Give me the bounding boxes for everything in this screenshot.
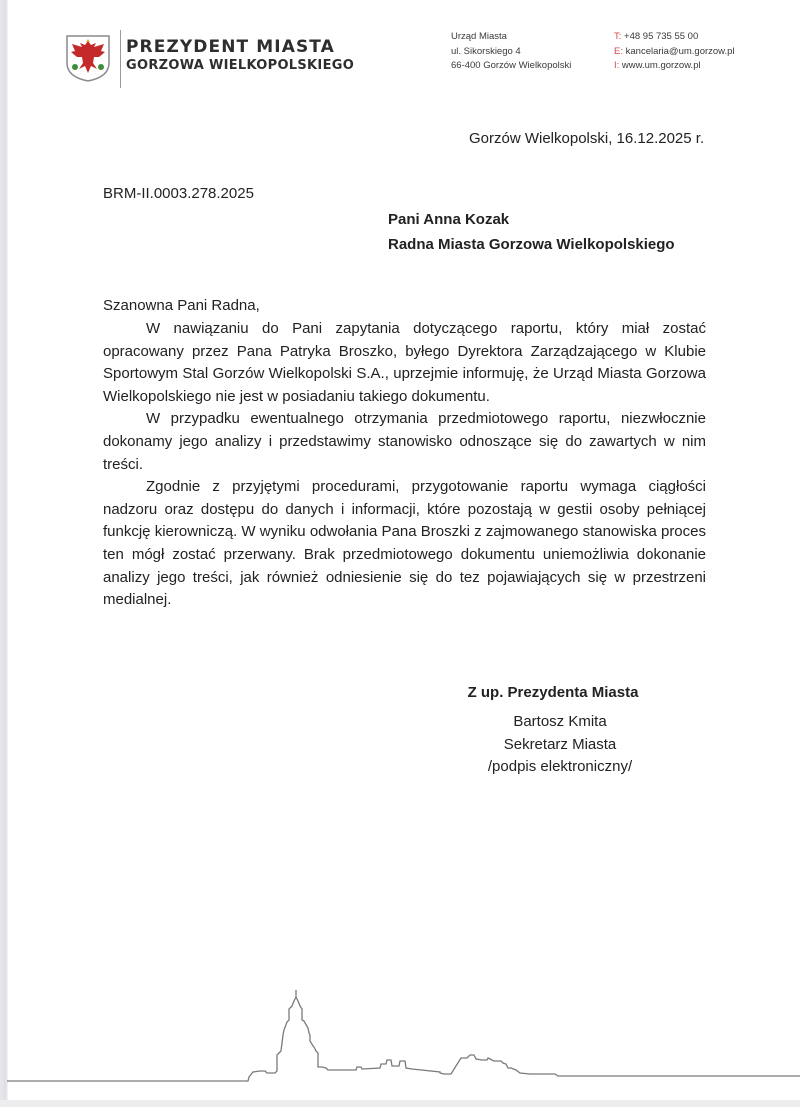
letter-date: Gorzów Wielkopolski, 16.12.2025 r. <box>469 130 705 147</box>
phone-value: +48 95 735 55 00 <box>621 31 699 42</box>
signature-block <box>445 684 675 779</box>
letter-body <box>103 318 706 612</box>
web-value: www.um.gorzow.pl <box>619 60 701 71</box>
clover-left-icon <box>72 64 78 70</box>
brand-title <box>126 37 354 74</box>
recipient-title: Radna Miasta Gorzowa Wielkopolskiego <box>388 236 675 253</box>
brand-line-2: GORZOWA WIELKOPOLSKIEGO <box>126 58 355 73</box>
recipient-name: Pani Anna Kozak <box>388 211 510 228</box>
web-label: I: <box>614 60 620 71</box>
recipient <box>388 207 675 257</box>
contact-email <box>614 45 735 60</box>
signatory-role: Sekretarz Miasta <box>503 735 617 753</box>
contact-phone <box>614 30 735 45</box>
signature-heading: Z up. Prezydenta Miasta <box>467 684 639 701</box>
body-paragraph: W przypadku ewentualnego otrzymania przedmiotowego raportu, niezwłocznie dokonamy jego analizy i przedstawimy stanowisko odnoszące się do zawartych w nim treści. <box>103 410 706 473</box>
brand-line-1: PREZYDENT MIASTA <box>126 37 335 57</box>
coat-of-arms-logo <box>64 33 112 83</box>
signature-note: /podpis elektroniczny/ <box>487 758 633 775</box>
logo-divider <box>120 30 121 88</box>
clover-right-icon <box>98 64 104 70</box>
city-skyline-graphic <box>0 975 800 1095</box>
address-line: ul. Sikorskiego 4 <box>451 45 521 57</box>
contact-web <box>614 59 735 74</box>
phone-label: T: <box>614 31 622 42</box>
office-address <box>451 30 571 74</box>
address-line: Urząd Miasta <box>451 31 507 42</box>
body-paragraph: W nawiązaniu do Pani zapytania dotyczącego raportu, który miał zostać opracowany przez Pana Patryka Broszko, byłego Dyrektora Zarządzającego w Klubie Sportowym Stal Gorzów Wielkopolski S.A., uprzejmie informuję, że Urząd Miasta Gorzowa Wielkopolskiego nie jest w posiadaniu takiego dokumentu. <box>103 320 706 405</box>
signatory-name: Bartosz Kmita <box>513 713 607 730</box>
contact-info <box>614 30 735 74</box>
salutation: Szanowna Pani Radna, <box>103 297 260 314</box>
email-value: kancelaria@um.gorzow.pl <box>622 45 735 57</box>
skyline-line <box>7 990 800 1081</box>
reference-number: BRM-II.0003.278.2025 <box>103 185 254 202</box>
address-line: 66-400 Gorzów Wielkopolski <box>451 60 572 71</box>
page-bottom-edge <box>0 1100 800 1107</box>
email-label: E: <box>614 45 623 57</box>
page-left-edge <box>0 0 8 1107</box>
body-paragraph: Zgodnie z przyjętymi procedurami, przygotowanie raportu wymaga ciągłości nadzoru oraz dostępu do danych i informacji, które pozostają w gestii osoby pełniącej funkcję kierowniczą. W wyniku odwołania Pana Broszki z zajmowanego stanowiska proces ten mógł zostać przerwany. Brak przedmiotowego dokumentu uniemożliwia dokonanie analizy jego treści, jak również odniesienie się do tez pojawiających się w przestrzeni medialnej. <box>103 478 706 609</box>
